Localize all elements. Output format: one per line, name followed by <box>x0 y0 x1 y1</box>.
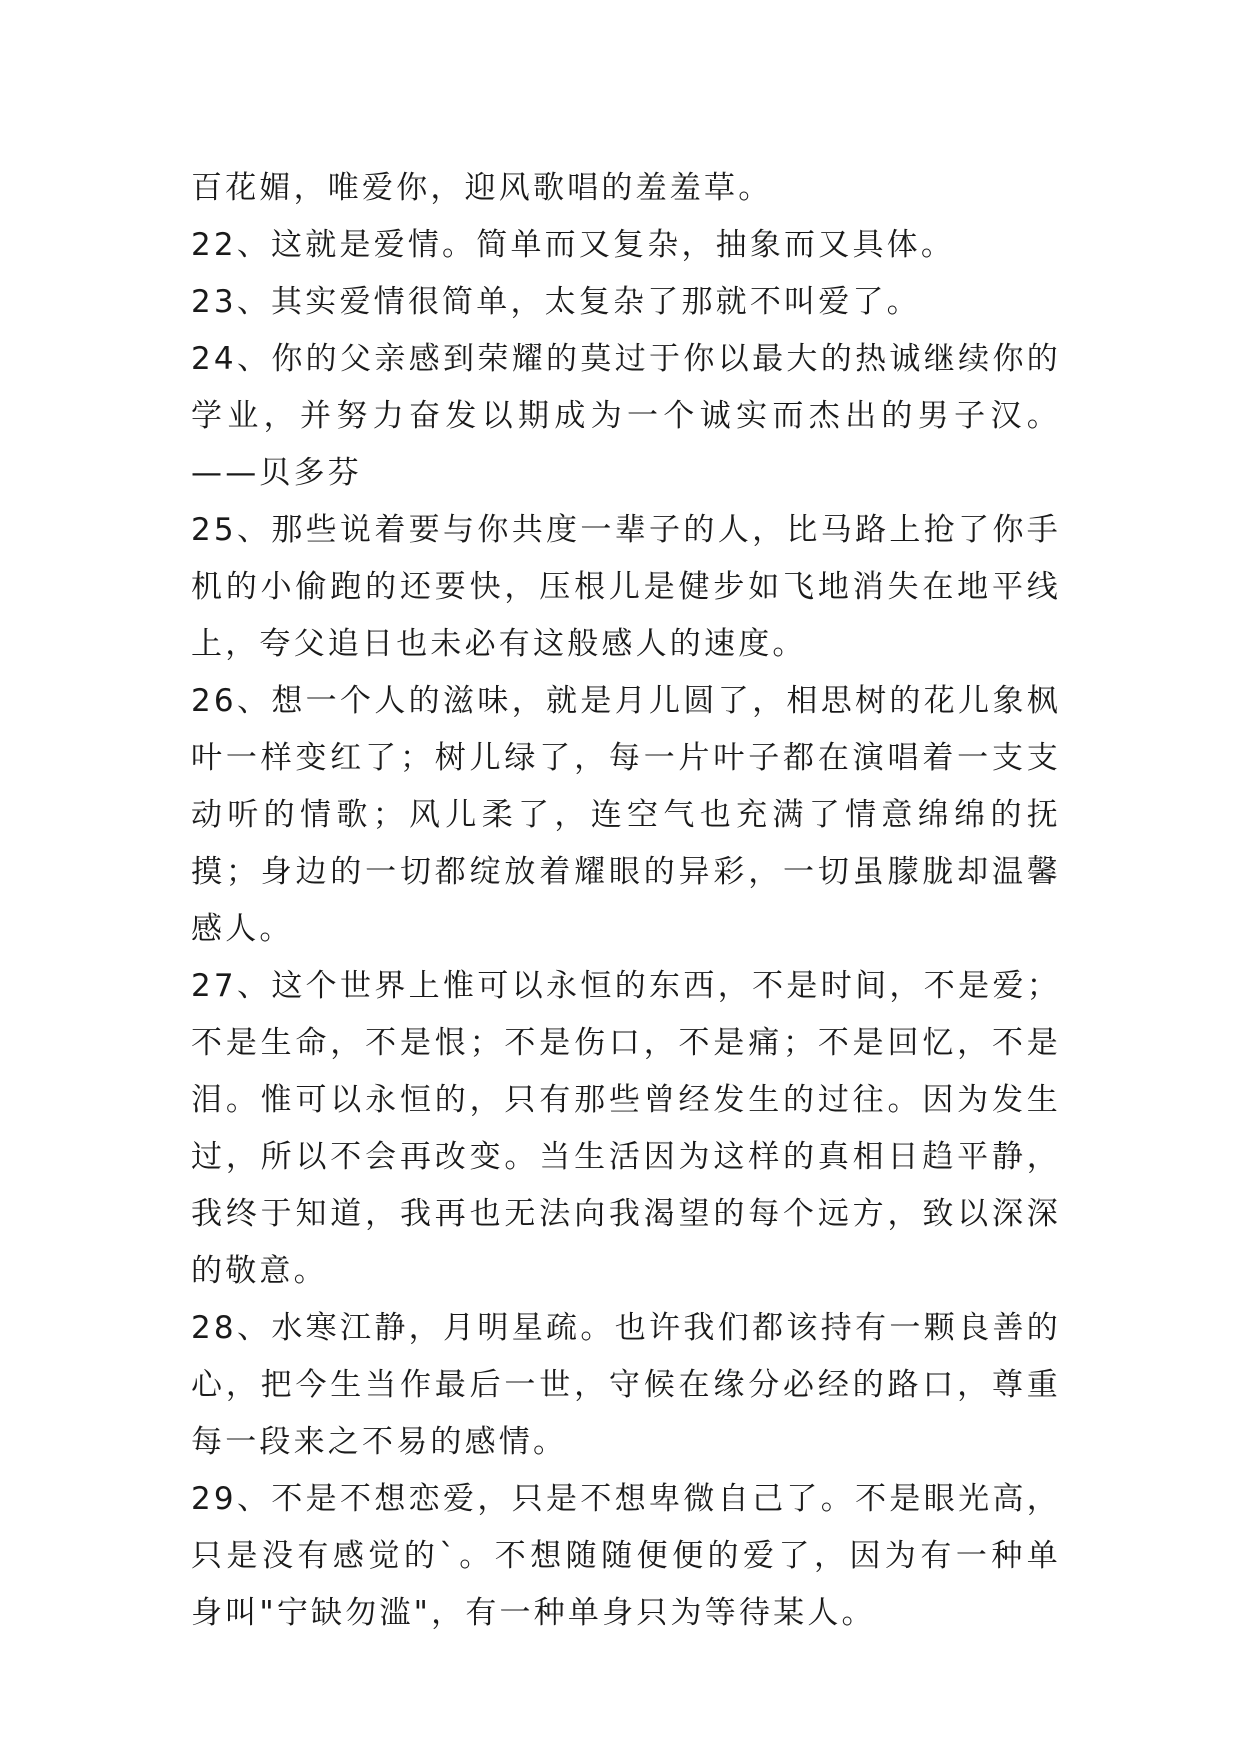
paragraph-26: 26、想一个人的滋味，就是月儿圆了，相思树的花儿象枫叶一样变红了；树儿绿了，每一片叶子都在演唱着一支支动听的情歌；风儿柔了，连空气也充满了情意绵绵的抚摸；身边的一切都绽放着耀眼的异彩，一切虽朦胧却温馨感人。 <box>191 683 1061 947</box>
paragraph-24: 24、你的父亲感到荣耀的莫过于你以最大的热诚继续你的学业，并努力奋发以期成为一个诚实而杰出的男子汉。 ——贝多芬 <box>191 341 1061 491</box>
paragraph-22: 22、这就是爱情。简单而又复杂，抽象而又具体。 <box>191 227 956 263</box>
document-body <box>191 160 1061 1642</box>
paragraph-25: 25、那些说着要与你共度一辈子的人，比马路上抢了你手机的小偷跑的还要快，压根儿是健步如飞地消失在地平线上，夸父追日也未必有这般感人的速度。 <box>191 512 1061 662</box>
paragraph-23: 23、其实爱情很简单，太复杂了那就不叫爱了。 <box>191 284 921 320</box>
paragraph-27: 27、这个世界上惟可以永恒的东西，不是时间，不是爱；不是生命，不是恨；不是伤口，不是痛；不是回忆，不是泪。惟可以永恒的，只有那些曾经发生的过往。因为发生过，所以不会再改变。当生活因为这样的真相日趋平静，我终于知道，我再也无法向我渴望的每个远方，致以深深的敬意。 <box>191 968 1061 1289</box>
paragraph-28: 28、水寒江静，月明星疏。也许我们都该持有一颗良善的心，把今生当作最后一世，守候在缘分必经的路口，尊重每一段来之不易的感情。 <box>191 1310 1061 1460</box>
paragraph-continuation: 百花媚，唯爱你，迎风歌唱的羞羞草。 <box>191 170 773 206</box>
paragraph-29: 29、不是不想恋爱，只是不想卑微自己了。不是眼光高，只是没有感觉的`。不想随随便便的爱了，因为有一种单身叫"宁缺勿滥"，有一种单身只为等待某人。 <box>191 1481 1061 1631</box>
